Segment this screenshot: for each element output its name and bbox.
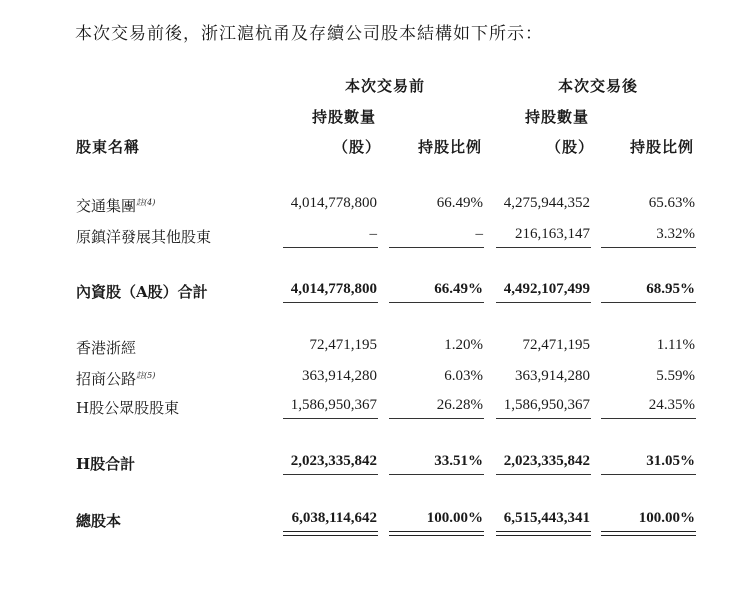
total-double-rule [601, 531, 696, 536]
row-a-total-before-pct: 66.49% [434, 281, 483, 297]
total-double-rule [496, 531, 591, 536]
row-grand-total-after-shares: 6,515,443,341 [503, 510, 590, 526]
row-h-total-after-pct: 31.05% [646, 453, 695, 469]
subtotal-rule [283, 247, 378, 248]
subtotal-rule [389, 418, 484, 419]
header-after-shares: 持股數量 [525, 108, 590, 126]
subtotal-rule [496, 247, 591, 248]
row-grand-total-name: 總股本 [76, 512, 122, 530]
row-cm-expressway-before-pct: 6.03% [444, 368, 483, 384]
header-after-pct: 持股比例 [630, 138, 695, 156]
subtotal-rule [496, 418, 591, 419]
subtotal-rule [496, 474, 591, 475]
intro-text: 本次交易前後，浙江滬杭甬及存續公司股本結構如下所示： [75, 24, 543, 44]
note-5-mark: 註(5) [136, 371, 156, 380]
row-jiaotong-name: 交通集團$^{註(4)}$ [76, 197, 156, 215]
header-after-group: 本次交易後 [558, 77, 639, 95]
row-hk-zhejiang-before-pct: 1.20% [444, 337, 483, 353]
row-hk-zhejiang-after-shares: 72,471,195 [522, 337, 590, 353]
row-a-total-before-shares: 4,014,778,800 [290, 281, 377, 297]
row-a-total-after-pct: 68.95% [646, 281, 695, 297]
row-jiaotong-before-pct: 66.49% [436, 195, 483, 211]
row-cm-expressway-after-shares: 363,914,280 [515, 368, 590, 384]
row-h-public-after-shares: 1,586,950,367 [503, 397, 590, 413]
header-shareholder-name: 股東名稱 [76, 138, 141, 156]
subtotal-rule [601, 302, 696, 303]
row-zhenyang-name: 原鎮洋發展其他股東 [76, 228, 212, 246]
row-h-public-after-pct: 24.35% [648, 397, 695, 413]
row-zhenyang-before-pct: – [475, 226, 483, 242]
row-h-total-before-pct: 33.51% [434, 453, 483, 469]
row-h-public-before-shares: 1,586,950,367 [290, 397, 377, 413]
row-zhenyang-after-pct: 3.32% [656, 226, 695, 242]
row-zhenyang-before-shares: – [369, 226, 377, 242]
row-h-public-name: H股公眾股股東 [76, 399, 180, 417]
row-jiaotong-after-pct: 65.63% [648, 195, 695, 211]
total-double-rule [283, 531, 378, 536]
subtotal-rule [601, 418, 696, 419]
subtotal-rule [283, 474, 378, 475]
row-h-total-after-shares: 2,023,335,842 [503, 453, 590, 469]
row-hk-zhejiang-after-pct: 1.11% [656, 337, 695, 353]
row-grand-total-before-shares: 6,038,114,642 [291, 510, 377, 526]
row-zhenyang-after-shares: 216,163,147 [515, 226, 590, 242]
header-before-pct: 持股比例 [418, 138, 483, 156]
subtotal-rule [283, 302, 378, 303]
row-hk-zhejiang-before-shares: 72,471,195 [309, 337, 377, 353]
header-before-group: 本次交易前 [345, 77, 426, 95]
header-before-unit: （股） [333, 138, 382, 156]
row-a-total-name: 內資股（A股）合計 [76, 283, 208, 301]
total-double-rule [389, 531, 484, 536]
row-cm-expressway-after-pct: 5.59% [656, 368, 695, 384]
subtotal-rule [601, 247, 696, 248]
subtotal-rule [496, 302, 591, 303]
row-grand-total-after-pct: 100.00% [638, 510, 695, 526]
row-jiaotong-after-shares: 4,275,944,352 [503, 195, 590, 211]
row-cm-expressway-before-shares: 363,914,280 [302, 368, 377, 384]
row-a-total-after-shares: 4,492,107,499 [503, 281, 590, 297]
header-after-unit: （股） [546, 138, 595, 156]
row-jiaotong-before-shares: 4,014,778,800 [290, 195, 377, 211]
subtotal-rule [601, 474, 696, 475]
subtotal-rule [283, 418, 378, 419]
note-4-mark: 註(4) [136, 198, 156, 207]
subtotal-rule [389, 302, 484, 303]
row-h-total-name: H股合計 [76, 455, 136, 473]
header-before-shares: 持股數量 [312, 108, 377, 126]
subtotal-rule [389, 247, 484, 248]
row-h-total-before-shares: 2,023,335,842 [290, 453, 377, 469]
row-h-public-before-pct: 26.28% [436, 397, 483, 413]
row-grand-total-before-pct: 100.00% [426, 510, 483, 526]
row-cm-expressway-name: 招商公路$^{註(5)}$ [76, 370, 156, 388]
row-hk-zhejiang-name: 香港浙經 [76, 339, 137, 357]
subtotal-rule [389, 474, 484, 475]
